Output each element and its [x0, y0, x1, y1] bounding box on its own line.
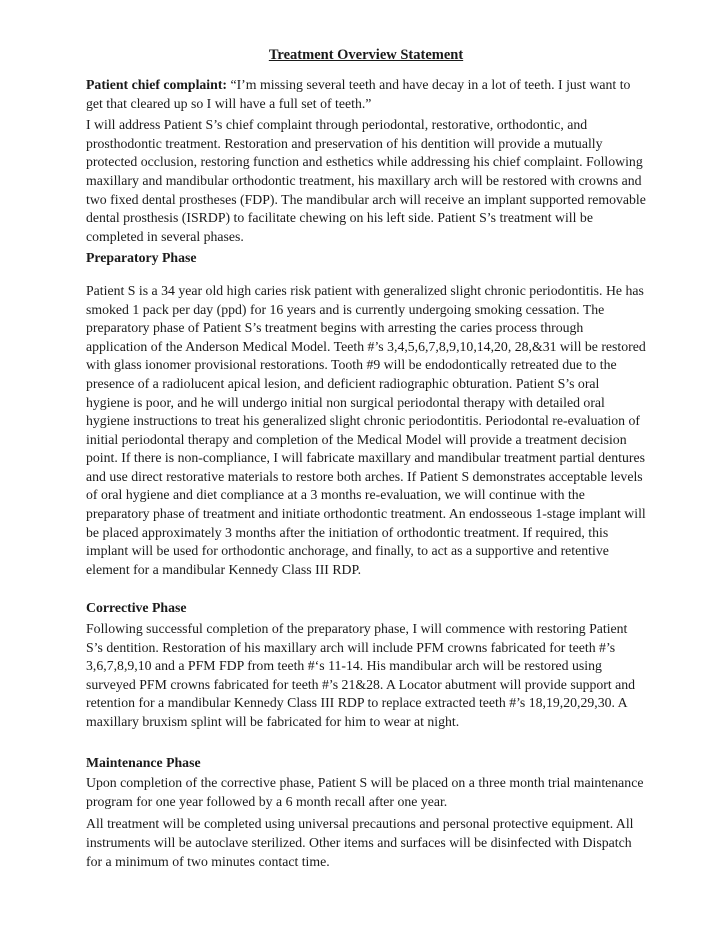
chief-complaint-paragraph	[86, 76, 646, 113]
document-page	[86, 46, 646, 871]
maintenance-phase-text: Upon completion of the corrective phase, Patient S will be placed on a three month trial maintenance program for one year followed by a 6 month recall after one year.	[86, 775, 644, 809]
preparatory-phase-heading: Preparatory Phase	[86, 250, 197, 266]
chief-complaint-label: Patient chief complaint:	[86, 77, 228, 92]
chief-complaint-text: “I’m missing several teeth and have decay in a lot of teeth. I just want to get that cleared up so I will have a full set of teeth.”	[86, 77, 631, 111]
document-title: Treatment Overview Statement	[268, 47, 464, 63]
overview-paragraph: I will address Patient S’s chief complaint through periodontal, restorative, orthodontic, and prosthodontic treatment. Restoration and preservation of his dentition will provide a mutually protected occlusion, restoring function and esthetics while addressing his chief complaint. Following maxillary and mandibular orthodontic treatment, his maxillary arch will be restored with crowns and two fixed dental prostheses (FDP). The mandibular arch will receive an implant supported removable dental prosthesis (ISRDP) to facilitate chewing on his left side. Patient S’s treatment will be completed in several phases.	[86, 117, 646, 244]
infection-control-text: All treatment will be completed using universal precautions and personal protective equipment. All instruments will be autoclave sterilized. Other items and surfaces will be disinfected with Dispatch for a minimum of two minutes contact time.	[86, 816, 634, 869]
corrective-phase-text: Following successful completion of the preparatory phase, I will commence with restoring Patient S’s dentition. Restoration of his maxillary arch will include PFM crowns fabricated for teeth #’s 3,6,7,8,9,10 and a PFM FDP from teeth #‘s 11-14. His mandibular arch will be restored using surveyed PFM crowns fabricated for teeth #’s 21&28. A Locator abutment will provide support and retention for a mandibular Kennedy Class III RDP to replace extracted teeth #’s 18,19,20,29,30. A maxillary bruxism splint will be fabricated for him to wear at night.	[86, 621, 636, 729]
corrective-phase-heading: Corrective Phase	[86, 600, 187, 616]
preparatory-phase-text: Patient S is a 34 year old high caries risk patient with generalized slight chronic periodontitis. He has smoked 1 pack per day (ppd) for 16 years and is currently undergoing smoking cessation. The preparatory phase of Patient S’s treatment begins with arresting the caries process through application of the Anderson Medical Model. Teeth #’s 3,4,5,6,7,8,9,10,14,20, 28,&31 will be restored with glass ionomer provisional restorations. Tooth #9 will be endodontically retreated due to the presence of a radiolucent apical lesion, and deficient radiographic obturation. Patient S’s oral hygiene is poor, and he will undergo initial non surgical periodontal therapy with detailed oral hygiene instructions to treat his generalized slight chronic periodontitis. Periodontal re-evaluation of initial periodontal therapy and completion of the Medical Model will provide a treatment decision point. If there is non-compliance, I will fabricate maxillary and mandibular treatment partial dentures and use direct restorative materials to restore both arches. If Patient S demonstrates acceptable levels of oral hygiene and diet compliance at a 3 months re-evaluation, we will continue with the preparatory phase of treatment and initiate orthodontic treatment. An endosseous 1-stage implant will be placed approximately 3 months after the initiation of orthodontic treatment. If required, this implant will be used for orthodontic anchorage, and finally, to act as a supportive and retentive element for a mandibular Kennedy Class III RDP.	[86, 282, 646, 577]
maintenance-phase-heading: Maintenance Phase	[86, 754, 201, 770]
